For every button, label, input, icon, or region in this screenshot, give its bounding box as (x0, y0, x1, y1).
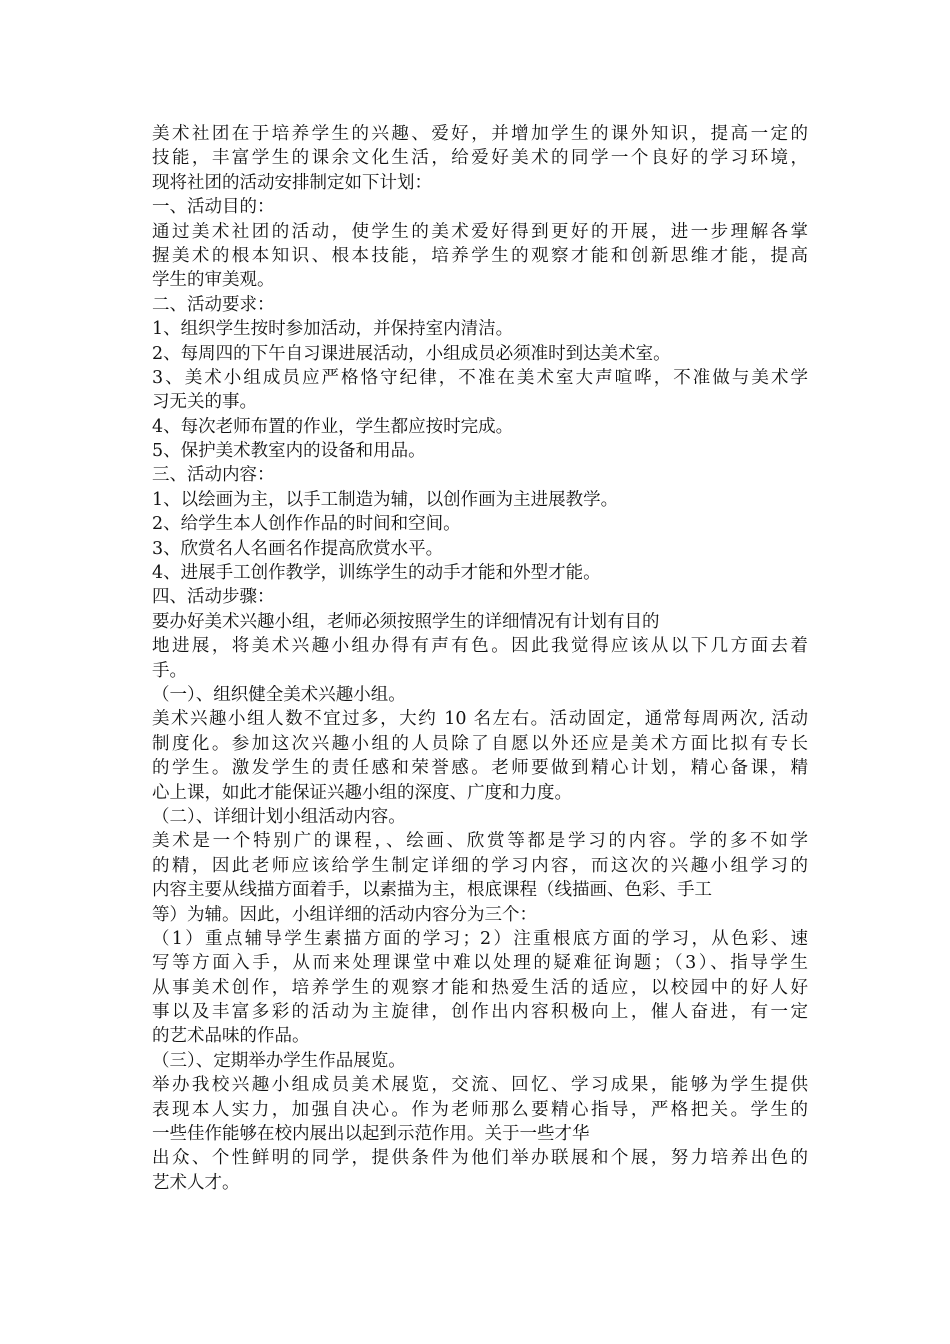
text-line: 手。 (152, 660, 187, 681)
text-line: 美术社团在于培养学生的兴趣、爱好，并增加学生的课外知识，提高一定的 (152, 124, 808, 144)
text-line: 一些佳作能够在校内展出以起到示范作用。关于一些才华 (152, 1124, 590, 1145)
subsection-heading: （二）、详细计划小组活动内容。 (152, 806, 406, 827)
section-heading: 四、活动步骤： (152, 587, 275, 608)
subsection-heading: （三）、定期举办学生作品展览。 (152, 1050, 406, 1071)
text-line: 美术是一个特别广的课程，、绘画、欣赏等都是学习的内容。学的多不如学 (152, 831, 808, 852)
list-item: 1、组织学生按时参加活动，并保持室内清洁。 (152, 319, 514, 340)
text-line: 等）为辅。因此，小组详细的活动内容分为三个： (152, 904, 537, 925)
text-line: 学生的审美观。 (152, 270, 275, 291)
text-line: 心上课，如此才能保证兴趣小组的深度、广度和力度。 (152, 782, 572, 803)
text-line: 通过美术社团的活动，使学生的美术爱好得到更好的开展，进一步理解各掌 (152, 221, 808, 242)
text-line: 地进展，将美术兴趣小组办得有声有色。因此我觉得应该从以下几方面去着 (152, 636, 808, 657)
text-line: 握美术的根本知识、根本技能，培养学生的观察才能和创新思维才能，提高 (152, 245, 808, 266)
list-item: 2、给学生本人创作作品的时间和空间。 (152, 514, 461, 535)
list-item: 3、美术小组成员应严格恪守纪律，不准在美术室大声喧哗，不准做与美术学 (152, 367, 808, 388)
subsection-heading: （一）、组织健全美术兴趣小组。 (152, 684, 406, 705)
list-item: 2、每周四的下午自习课进展活动，小组成员必须准时到达美术室。 (152, 343, 671, 364)
list-item: 4、每次老师布置的作业，学生都应按时完成。 (152, 416, 514, 437)
list-item: 3、欣赏名人名画名作提高欣赏水平。 (152, 538, 444, 559)
text-line: 出众、个性鲜明的同学，提供条件为他们举办联展和个展，努力培养出色的 (152, 1148, 808, 1169)
text-line: 习无关的事。 (152, 392, 257, 413)
text-line: 要办好美术兴趣小组，老师必须按照学生的详细情况有计划有目的 (152, 611, 660, 632)
text-line: 的艺术品味的作品。 (152, 1026, 310, 1047)
text-line: 举办我校兴趣小组成员美术展览，交流、回忆、学习成果，能够为学生提供 (152, 1075, 808, 1096)
text-line: 写等方面入手，从而来处理课堂中难以处理的疑难征询题；（3）、指导学生 (152, 953, 808, 974)
list-item: 5、保护美术教室内的设备和用品。 (152, 441, 426, 462)
section-heading: 一、活动目的： (152, 197, 275, 218)
document-body (152, 122, 808, 1195)
section-heading: 三、活动内容： (152, 465, 275, 486)
text-line: 美术兴趣小组人数不宜过多，大约 10 名左右。活动固定，通常每周两次, 活动 (152, 709, 808, 730)
text-line: 事以及丰富多彩的活动为主旋律，创作出内容积极向上，催人奋进，有一定 (152, 1002, 808, 1023)
text-line: 的学生。激发学生的责任感和荣誉感。老师要做到精心计划，精心备课，精 (152, 758, 808, 779)
text-line: 从事美术创作，培养学生的观察才能和热爱生活的适应，以校园中的好人好 (152, 977, 808, 998)
text-line: 的精，因此老师应该给学生制定详细的学习内容，而这次的兴趣小组学习的 (152, 855, 808, 876)
text-line: 现将社团的活动安排制定如下计划： (152, 172, 432, 193)
text-line: 艺术人才。 (152, 1172, 240, 1193)
list-item: 4、进展手工创作教学，训练学生的动手才能和外型才能。 (152, 563, 601, 584)
text-line: （1）重点辅导学生素描方面的学习；2）注重根底方面的学习，从色彩、速 (152, 928, 808, 949)
text-line: 内容主要从线描方面着手，以素描为主，根底课程（线描画、色彩、手工 (152, 880, 712, 901)
list-item: 1、以绘画为主，以手工制造为辅，以创作画为主进展教学。 (152, 489, 619, 510)
text-line: 表现本人实力，加强自决心。作为老师那么要精心指导，严格把关。学生的 (152, 1099, 808, 1120)
text-line: 技能，丰富学生的课余文化生活，给爱好美术的同学一个良好的学习环境， (152, 148, 808, 169)
section-heading: 二、活动要求： (152, 294, 275, 315)
text-line: 制度化。参加这次兴趣小组的人员除了自愿以外还应是美术方面比拟有专长 (152, 733, 808, 754)
